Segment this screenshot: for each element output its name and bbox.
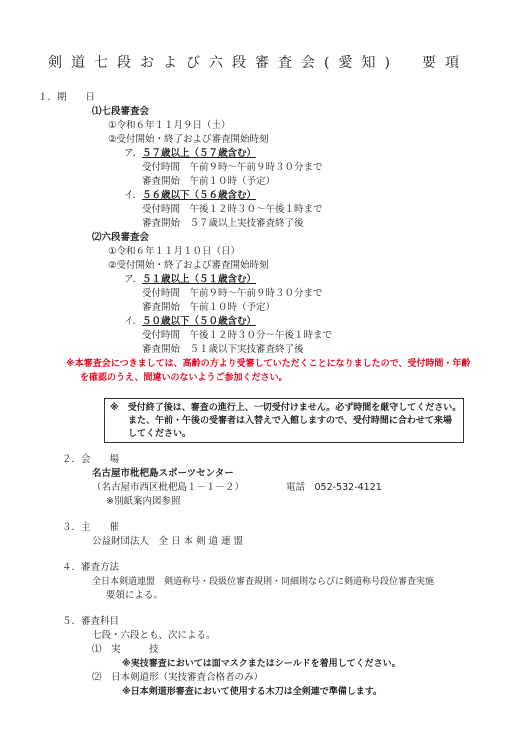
grade7-b-reception: 受付時間 午後１２時３０〜午後１時まで (142, 204, 323, 215)
grade6-times-heading: ②受付開始・終了および審査開始時刻 (108, 260, 269, 271)
reception-notice-line2: また、午前・午後の受審者は入替えで入館しますので、受付時間に合わせて来場 (128, 416, 452, 426)
grade6-a-label: ア． (124, 274, 143, 285)
grade7-a-title: ５７歳以上（５７歳含む） (142, 148, 257, 159)
grade6-a-title: ５１歳以上（５１歳含む） (142, 274, 257, 285)
subjects-intro: 七段・六段とも、次による。 (92, 630, 216, 641)
grade6-b-label: イ． (124, 316, 143, 327)
grade7-a-reception: 受付時間 午前９時〜午前９時３０分まで (142, 162, 323, 173)
reception-notice-line1: ※ 受付終了後は、審査の進行上、一切受付けません。必ず時間を厳守してください。 (110, 403, 462, 413)
practical-mask-note: ※実技審査においては面マスクまたはシールドを着用してください。 (122, 659, 401, 669)
section-method-heading: ４．審査方法 (62, 562, 120, 573)
subject-kata: ⑵ 日本剣道形（実技審査合格者のみ） (92, 672, 264, 683)
venue-name: 名古屋市枇杷島スポーツセンター (92, 468, 234, 479)
grade7-b-start: 審査開始 ５７歳以上実技審査終了後 (142, 218, 304, 229)
subject-practical: ⑴ 実 技 (92, 644, 159, 655)
grade7-a-label: ア． (124, 148, 143, 159)
venue-phone: 電話 052-532-4121 (286, 482, 382, 493)
grade6-date: ①令和６年１１月１０日（日） (108, 246, 241, 257)
grade6-heading: ⑵六段審査会 (92, 232, 150, 243)
grade7-times-heading: ②受付開始・終了および審査開始時刻 (108, 134, 269, 145)
venue-address: （名古屋市西区枇杷島１－１－２） (92, 482, 245, 493)
section-organizer-heading: ３．主 催 (62, 522, 120, 533)
kata-bokuto-note: ※日本剣道形審査において使用する木刀は全剣連で準備します。 (122, 687, 383, 697)
method-line1: 全日本剣道連盟 剣道称号・段級位審査規則・同細則ならびに剣道称号段位審査実施 (92, 577, 435, 587)
organizer-name: 公益財団法人 全 日 本 剣 道 連 盟 (92, 536, 244, 547)
reception-notice-line3: してください。 (128, 429, 192, 439)
order-notice-line1: ※本審査会につきましては、高齢の方より受審していただくことになりましたので、受付時間・年齢 (66, 359, 471, 369)
grade7-b-label: イ． (124, 190, 143, 201)
grade6-b-title: ５０歳以下（５０歳含む） (142, 316, 257, 327)
section-venue-heading: ２．会 場 (62, 454, 120, 465)
grade7-date: ①令和６年１１月９日（土） (108, 120, 231, 131)
method-line2: 要領による。 (106, 590, 164, 601)
grade7-a-start: 審査開始 午前１０時（予定） (142, 176, 276, 187)
section-dates-heading: １．期 日 (38, 92, 96, 103)
grade6-a-start: 審査開始 午前１０時（予定） (142, 302, 276, 313)
grade7-heading: ⑴七段審査会 (92, 106, 150, 117)
order-notice-line2: を確認のうえ、間違いのないようご参加ください。 (80, 373, 288, 383)
grade7-b-title: ５６歳以下（５６歳含む） (142, 190, 257, 201)
venue-map-note: ※別紙案内図参照 (106, 496, 181, 507)
page-title: 剣道七段および六段審査会(愛知) 要項 (48, 55, 468, 71)
grade6-b-reception: 受付時間 午後１２時３０分〜午後１時まで (142, 330, 333, 341)
grade6-a-reception: 受付時間 午前９時〜午前９時３０分まで (142, 288, 323, 299)
grade6-b-start: 審査開始 ５１歳以下実技審査終了後 (142, 344, 304, 355)
section-subjects-heading: ５．審査科目 (62, 616, 120, 627)
